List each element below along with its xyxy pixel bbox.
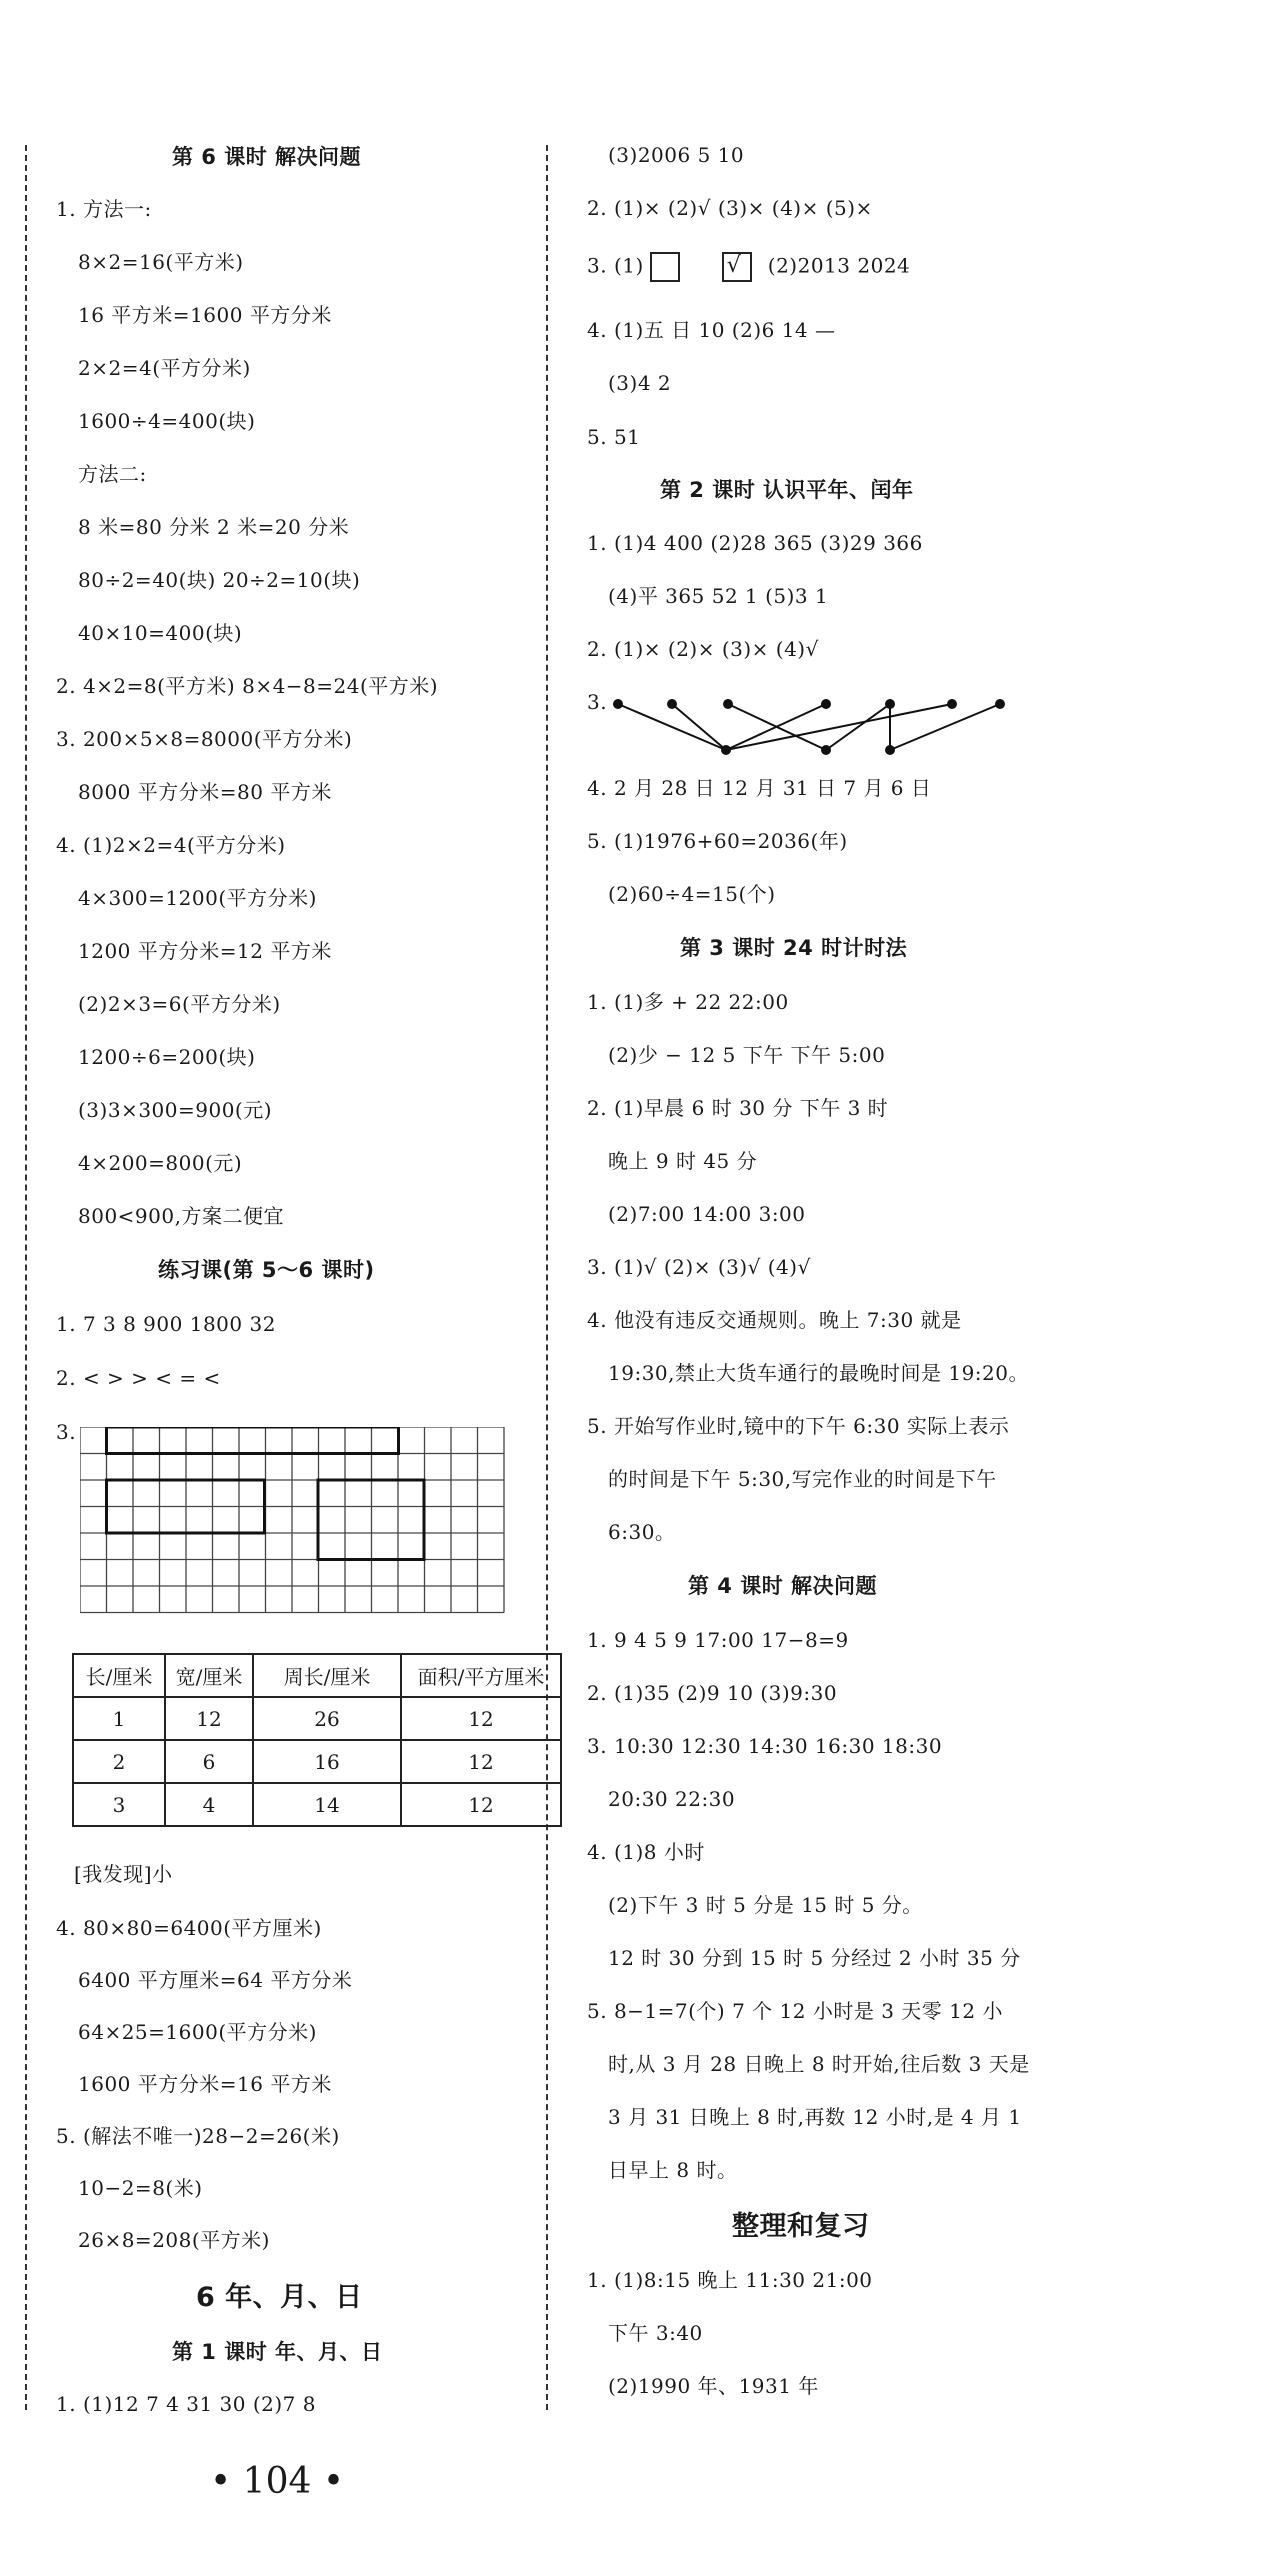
rectangle-1-by-12: [107, 1427, 399, 1454]
table-cell: 12: [401, 1783, 561, 1826]
p4-line: 6400 平方厘米=64 平方分米: [78, 1968, 353, 1992]
matching-line: [890, 704, 1000, 750]
u4-line: (2)下午 3 时 5 分是 15 时 5 分。: [608, 1893, 923, 1917]
table-header-row: [73, 1654, 561, 1697]
p1-answer: 1. 7 3 8 900 1800 32: [56, 1312, 276, 1336]
v1-line: 下午 3:40: [608, 2321, 703, 2345]
rectangle-dimensions-table: [72, 1653, 562, 1827]
p4-line: 1600 平方分米=16 平方米: [78, 2072, 332, 2096]
u5-line: 时,从 3 月 28 日晚上 8 时开始,往后数 3 天是: [608, 2052, 1030, 2076]
q4-answer: 4. (1)2×2=4(平方分米): [56, 833, 286, 857]
practice-heading: 练习课(第 5～6 课时): [158, 1258, 375, 1282]
p4-answer: 4. 80×80=6400(平方厘米): [56, 1916, 322, 1940]
matching-dot: [613, 699, 623, 709]
q4-line: 1200 平方分米=12 平方米: [78, 939, 332, 963]
t4-answer: 4. 他没有违反交通规则。晚上 7:30 就是: [587, 1308, 962, 1332]
empty-checkbox: [650, 252, 680, 282]
q3-answer: 3. 200×5×8=8000(平方分米): [56, 727, 353, 751]
u3-line: 20:30 22:30: [608, 1787, 736, 1811]
s5-line: (2)60÷4=15(个): [608, 882, 776, 906]
q1-line: 2×2=4(平方分米): [78, 356, 251, 380]
p3-label: 3.: [56, 1420, 77, 1444]
table-header-cell: 面积/平方厘米: [401, 1654, 561, 1697]
r3-suffix: (2)2013 2024: [767, 253, 911, 278]
center-divider-line: [546, 145, 548, 2410]
lesson6-heading: 第 6 课时 解决问题: [172, 145, 362, 169]
review-heading: 整理和复习: [732, 2211, 870, 2242]
matching-dot: [995, 699, 1005, 709]
r5-answer: 5. 51: [587, 425, 641, 449]
s5-answer: 5. (1)1976+60=2036(年): [587, 829, 848, 853]
u5-line: 3 月 31 日晚上 8 时,再数 12 小时,是 4 月 1: [608, 2105, 1022, 2129]
t5-line: 的时间是下午 5:30,写完作业的时间是下午: [608, 1467, 997, 1491]
s1-line: (4)平 365 52 1 (5)3 1: [608, 584, 829, 608]
checkmark-icon: √: [726, 253, 742, 278]
table-header-cell: 周长/厘米: [253, 1654, 401, 1697]
u1-answer: 1. 9 4 5 9 17:00 17−8=9: [587, 1628, 849, 1652]
s4-answer: 4. 2 月 28 日 12 月 31 日 7 月 6 日: [587, 776, 932, 800]
s3-label: 3.: [587, 690, 608, 714]
p2-answer: 2. < > > < = <: [56, 1366, 221, 1390]
table-header-cell: 长/厘米: [73, 1654, 165, 1697]
t5-answer: 5. 开始写作业时,镜中的下午 6:30 实际上表示: [587, 1414, 1010, 1438]
q1-line: 16 平方米=1600 平方分米: [78, 303, 332, 327]
q1-line: 40×10=400(块): [78, 621, 243, 645]
r2-answer: 2. (1)× (2)√ (3)× (4)× (5)×: [587, 196, 873, 220]
table-cell: 2: [73, 1740, 165, 1783]
q3-line: 8000 平方分米=80 平方米: [78, 780, 332, 804]
t3-answer: 3. (1)√ (2)× (3)√ (4)√: [587, 1255, 811, 1279]
matching-lines-figure: [600, 680, 1020, 770]
table-cell: 1: [73, 1697, 165, 1740]
table-row: [73, 1783, 561, 1826]
discover-note: [我发现]小: [74, 1862, 173, 1886]
u4-answer: 4. (1)8 小时: [587, 1840, 705, 1864]
p5-line: 26×8=208(平方米): [78, 2228, 270, 2252]
table-row: [73, 1697, 561, 1740]
matching-dot: [885, 699, 895, 709]
table-cell: 12: [401, 1697, 561, 1740]
matching-line: [726, 704, 952, 750]
q4-line: 4×200=800(元): [78, 1151, 243, 1175]
matching-line: [672, 704, 726, 750]
matching-dot: [947, 699, 957, 709]
r3-answer: [587, 252, 910, 282]
matching-dot: [821, 745, 831, 755]
table-cell: 16: [253, 1740, 401, 1783]
q2-answer: 2. 4×2=8(平方米) 8×4−8=24(平方米): [56, 674, 439, 698]
r4-line: (3)4 2: [608, 371, 672, 395]
q4-line: (2)2×3=6(平方分米): [78, 992, 281, 1016]
table-cell: 3: [73, 1783, 165, 1826]
q1-label: 1. 方法一:: [56, 197, 152, 221]
q1-method2: 方法二:: [78, 462, 147, 486]
q1-line: 80÷2=40(块) 20÷2=10(块): [78, 568, 361, 592]
v1-answer: 1. (1)8:15 晚上 11:30 21:00: [587, 2268, 873, 2292]
t2-answer: 2. (1)早晨 6 时 30 分 下午 3 时: [587, 1096, 889, 1120]
lesson3-heading: 第 3 课时 24 时计时法: [680, 936, 908, 960]
matching-dot: [821, 699, 831, 709]
u4-line: 12 时 30 分到 15 时 5 分经过 2 小时 35 分: [608, 1946, 1021, 1970]
v1-line: (2)1990 年、1931 年: [608, 2374, 819, 2398]
page-number: • 104 •: [210, 2461, 345, 2502]
table-cell: 6: [165, 1740, 253, 1783]
q1-line: 8×2=16(平方米): [78, 250, 244, 274]
left-margin-line: [25, 145, 27, 2410]
table-row: [73, 1740, 561, 1783]
t1-line: (2)少 − 12 5 下午 下午 5:00: [608, 1043, 886, 1067]
u5-line: 日早上 8 时。: [608, 2158, 738, 2182]
l1-answer: 1. (1)12 7 4 31 30 (2)7 8: [56, 2392, 316, 2416]
lesson4-heading: 第 4 课时 解决问题: [688, 1574, 878, 1598]
matching-line: [618, 704, 726, 750]
matching-dot: [721, 745, 731, 755]
lesson1-heading: 第 1 课时 年、月、日: [172, 2340, 383, 2364]
table-cell: 4: [165, 1783, 253, 1826]
p5-answer: 5. (解法不唯一)28−2=26(米): [56, 2124, 340, 2148]
lesson2-heading: 第 2 课时 认识平年、闰年: [660, 478, 914, 502]
r4-answer: 4. (1)五 日 10 (2)6 14 —: [587, 318, 836, 342]
table-cell: 12: [165, 1697, 253, 1740]
matching-dot: [723, 699, 733, 709]
u2-answer: 2. (1)35 (2)9 10 (3)9:30: [587, 1681, 838, 1705]
table-header-cell: 宽/厘米: [165, 1654, 253, 1697]
t2-line: (2)7:00 14:00 3:00: [608, 1202, 806, 1226]
unit-title: 6 年、月、日: [196, 2282, 363, 2313]
s2-answer: 2. (1)× (2)× (3)× (4)√: [587, 637, 819, 661]
q1-line: 1600÷4=400(块): [78, 409, 256, 433]
t2-line: 晚上 9 时 45 分: [608, 1149, 758, 1173]
table-cell: 26: [253, 1697, 401, 1740]
p4-line: 64×25=1600(平方分米): [78, 2020, 317, 2044]
t4-line: 19:30,禁止大货车通行的最晚时间是 19:20。: [608, 1361, 1029, 1385]
checked-checkbox: [722, 252, 752, 282]
q4-line: 1200÷6=200(块): [78, 1045, 256, 1069]
t1-answer: 1. (1)多 + 22 22:00: [587, 990, 789, 1014]
r1-line: (3)2006 5 10: [608, 143, 745, 167]
matching-dot: [885, 745, 895, 755]
table-cell: 12: [401, 1740, 561, 1783]
rectangle-grid-figure: [80, 1427, 510, 1617]
t5-line: 6:30。: [608, 1520, 676, 1544]
r3-prefix: 3. (1): [587, 253, 644, 278]
u3-answer: 3. 10:30 12:30 14:30 16:30 18:30: [587, 1734, 943, 1758]
u5-answer: 5. 8−1=7(个) 7 个 12 小时是 3 天零 12 小: [587, 1999, 1003, 2023]
q1-line: 8 米=80 分米 2 米=20 分米: [78, 515, 350, 539]
table-cell: 14: [253, 1783, 401, 1826]
matching-dot: [667, 699, 677, 709]
s1-answer: 1. (1)4 400 (2)28 365 (3)29 366: [587, 531, 923, 555]
q4-line: (3)3×300=900(元): [78, 1098, 273, 1122]
q4-line: 4×300=1200(平方分米): [78, 886, 317, 910]
p5-line: 10−2=8(米): [78, 2176, 203, 2200]
q4-line: 800<900,方案二便宜: [78, 1204, 284, 1228]
